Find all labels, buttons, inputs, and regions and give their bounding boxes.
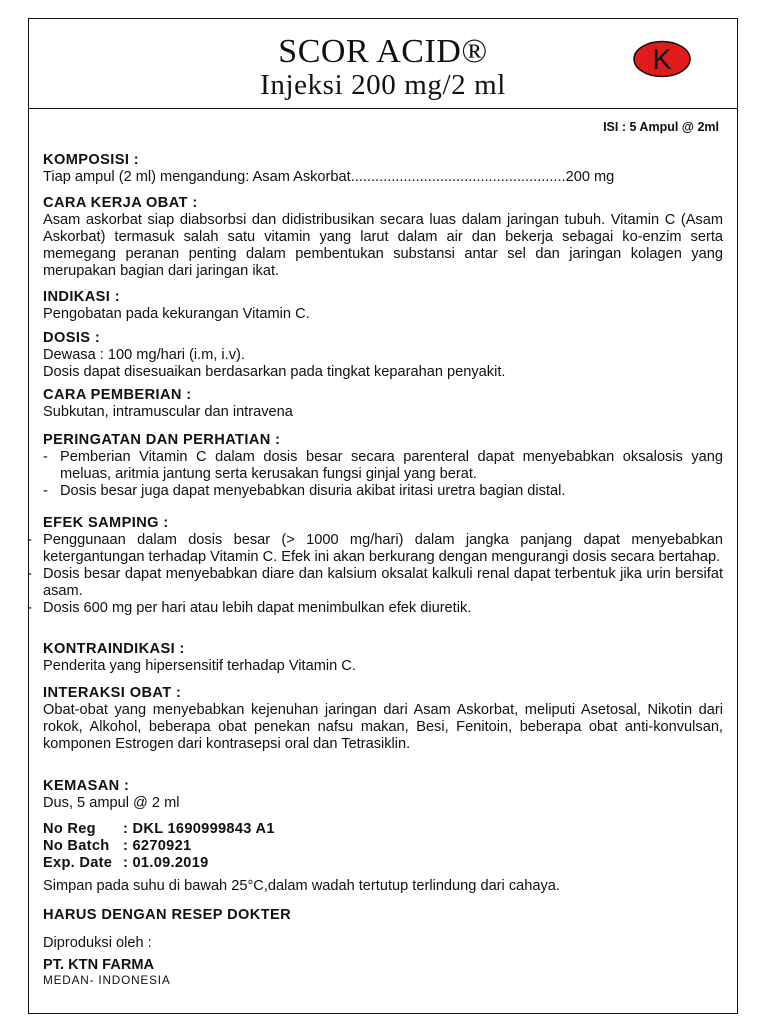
exp-row [43,855,723,872]
kontraindikasi-section [43,641,723,675]
indikasi-heading: INDIKASI : [43,289,120,305]
manufacturer-location: MEDAN- INDONESIA [43,973,171,987]
efek-samping-heading: EFEK SAMPING : [43,515,169,531]
indikasi-text: Pengobatan pada kekurangan Vitamin C. [43,306,310,322]
dosis-heading: DOSIS : [43,330,101,346]
prescription-warning: HARUS DENGAN RESEP DOKTER [43,907,292,923]
exp-value: : 01.09.2019 [123,855,209,871]
bullet-dash: - [27,600,32,616]
isi-label: ISI : 5 Ampul @ 2ml [603,120,719,134]
reg-label: No Reg [43,821,96,837]
exp-label: Exp. Date [43,855,113,871]
registration-block [43,821,723,872]
product-title: SCOR ACID® [278,33,488,70]
kontraindikasi-text: Penderita yang hipersensitif terhadap Vitamin C. [43,658,356,674]
efek-samping-item-text: Penggunaan dalam dosis besar (> 1000 mg/hari) dalam jangka panjang dapat menyebabkan ketergantungan terhadap Vitamin C. Efek ini akan berkurang dengan mengurangi dosis secara bertahap. [43,532,723,565]
product-subtitle: Injeksi 200 mg/2 ml [260,69,506,101]
kemasan-text: Dus, 5 ampul @ 2 ml [43,795,180,811]
batch-label: No Batch [43,838,110,854]
peringatan-item [43,449,723,483]
bullet-dash: - [27,566,32,582]
manufacturer-name: PT. KTN FARMA [43,957,155,973]
interaksi-section [43,685,723,753]
efek-samping-item-text: Dosis 600 mg per hari atau lebih dapat menimbulkan efek diuretik. [43,600,472,616]
dosis-line-2: Dosis dapat disesuaikan berdasarkan pada tingkat keparahan penyakit. [43,364,506,380]
cara-kerja-heading: CARA KERJA OBAT : [43,195,198,211]
cara-kerja-text: Asam askorbat siap diabsorbsi dan didistribusikan secara luas dalam jaringan tubuh. Vitamin C (Asam Askorbat) termasuk salah satu vitamin yang larut dalam air dan bekerja sebagai ko-enzim serta memegang peranan penting dalam pembentukan substansi antar sel dan jaringan kolagen yang merupakan bagian dari jaringan ikat. [43,212,723,279]
efek-samping-item [27,532,723,566]
bullet-dash: - [27,532,32,548]
efek-samping-item-text: Dosis besar dapat menyebabkan diare dan kalsium oksalat kalkuli renal dapat terbentuk jika urin bersifat asam. [43,566,723,599]
k-logo-icon [633,40,691,78]
peringatan-item-text: Dosis besar juga dapat menyebabkan disuria akibat iritasi uretra bagian distal. [60,483,566,499]
reg-row [43,821,723,838]
peringatan-heading: PERINGATAN DAN PERHATIAN : [43,432,281,448]
kemasan-section [43,778,723,812]
dosis-section [43,330,723,381]
cara-pemberian-heading: CARA PEMBERIAN : [43,387,192,403]
batch-value: : 6270921 [123,838,192,854]
efek-samping-item [27,600,723,617]
komposisi-section [43,152,723,186]
indikasi-section [43,289,723,323]
komposisi-heading: KOMPOSISI : [43,152,140,168]
leaflet-frame [28,18,738,1014]
peringatan-item-text: Pemberian Vitamin C dalam dosis besar secara parenteral dapat menyebabkan oksalosis yang meluas, aritmia jantung serta kerusakan fungsi ginjal yang berat. [60,449,723,482]
batch-row [43,838,723,855]
cara-pemberian-section [43,387,723,421]
efek-samping-section [27,515,723,617]
kontraindikasi-heading: KONTRAINDIKASI : [43,641,185,657]
komposisi-text: Tiap ampul (2 ml) mengandung: Asam Askorbat.....................................................200 mg [43,169,615,185]
peringatan-item [43,483,723,500]
bullet-dash: - [43,449,48,465]
k-logo-letter: K [652,44,672,76]
kemasan-heading: KEMASAN : [43,778,130,794]
interaksi-heading: INTERAKSI OBAT : [43,685,182,701]
bullet-dash: - [43,483,48,499]
dosis-line-1: Dewasa : 100 mg/hari (i.m, i.v). [43,347,245,363]
peringatan-section [43,432,723,500]
header [29,19,737,109]
reg-value: : DKL 1690999843 A1 [123,821,275,837]
storage-text: Simpan pada suhu di bawah 25°C,dalam wadah tertutup terlindung dari cahaya. [43,878,560,894]
cara-pemberian-text: Subkutan, intramuscular dan intravena [43,404,293,420]
efek-samping-item [27,566,723,600]
cara-kerja-section [43,195,723,280]
interaksi-text: Obat-obat yang menyebabkan kejenuhan jaringan dari Asam Askorbat, meliputi Asetosal, Nikotin dari rokok, Alkohol, beberapa obat penekan nafsu makan, Besi, Fenitoin, beberapa obat anti-konvulsan, komponen Estrogen dari kontrasepsi oral dan Tetrasiklin. [43,702,723,752]
produced-by-label: Diproduksi oleh : [43,935,152,951]
